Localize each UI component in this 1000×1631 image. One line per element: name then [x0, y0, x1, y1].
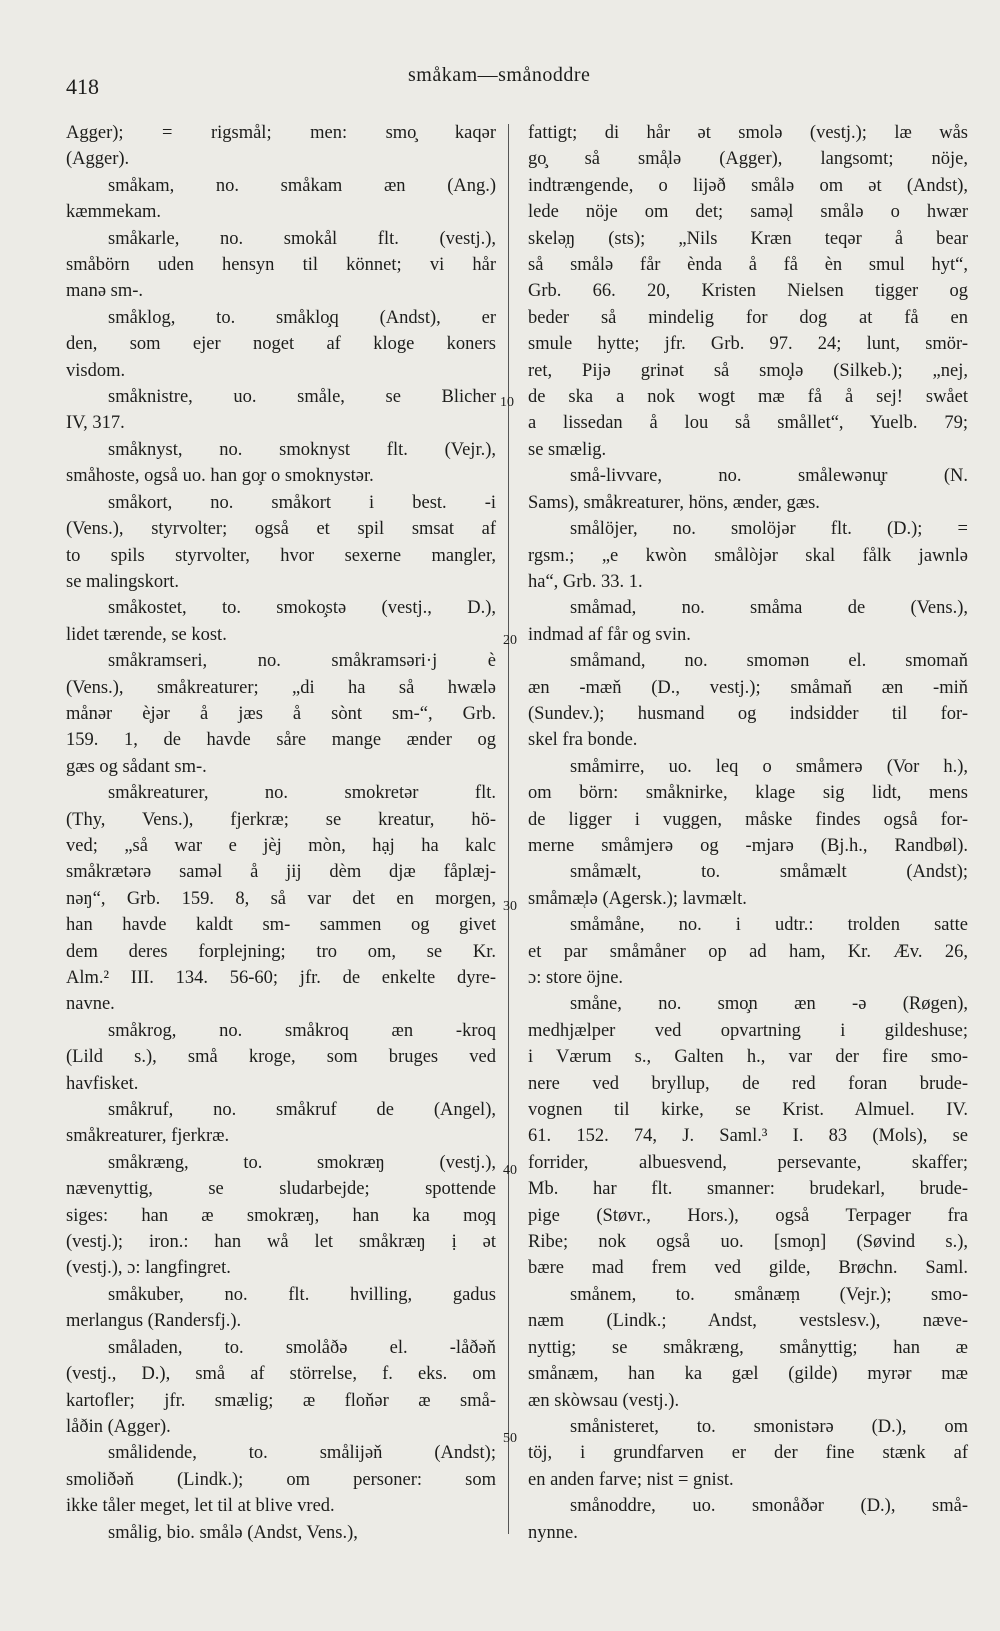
- text-line: (vestj., D.), små af störrelse, f. eks. om: [66, 1364, 496, 1385]
- text-line: indmad af får og svin.: [528, 624, 691, 645]
- text-line: smånem, to. smånæṃ (Vejr.); smo-: [570, 1284, 968, 1305]
- text-line: töj, i grundfarven er der fine stænk af: [528, 1443, 968, 1464]
- text-line: småklog, to. småklo̧q (Andst), er: [108, 307, 496, 328]
- text-line: Ribe; nok også uo. [smo̧n] (Søvind s.),: [528, 1232, 968, 1253]
- text-line: ɔ: store öjne.: [528, 968, 624, 988]
- text-line: merlangus (Randersfj.).: [66, 1311, 242, 1332]
- text-line: næm (Lindk.; Andst, vestslesv.), næve-: [528, 1311, 968, 1332]
- text-line: gæs og sådant sm-.: [66, 756, 207, 777]
- text-line: havfisket.: [66, 1073, 139, 1094]
- text-line: månər è̜jər å jæs å sònt sm-“, Grb.: [66, 703, 496, 724]
- text-line: a lissedan å lou så smållet“, Yuelb. 79;: [528, 413, 968, 434]
- text-line: (Thy, Vens.), fjerkræ; se kreatur, hö-: [66, 809, 496, 830]
- text-line: et par småmåner op ad ham, Kr. Æv. 26,: [528, 941, 968, 962]
- text-line: æn skòwsau (vestj.).: [528, 1390, 680, 1411]
- text-line: småkrog, no. småkroq æn -kroq: [108, 1020, 496, 1041]
- text-line: nævenyttig, se sludarbejde; spottende: [66, 1179, 496, 1200]
- text-line: visdom.: [66, 360, 126, 381]
- right-column: [528, 120, 968, 1546]
- text-line: de ska a nok wogt mæ få å sej! swået: [528, 387, 968, 408]
- text-line: Agger); = rigsmål; men: smo̧ kaqər: [66, 123, 496, 143]
- text-line: småkort, no. småkort i best. -i: [108, 492, 496, 513]
- text-line: småmælt, to. småmælt (Andst);: [570, 862, 968, 883]
- left-column: [66, 120, 496, 1546]
- text-line: skel fra bonde.: [528, 730, 638, 751]
- text-line: småne, no. smo̧n æn -ə (Røgen),: [570, 994, 968, 1015]
- line-number: 40: [503, 1163, 517, 1178]
- text-line: skelə̜ŋ (sts); „Nils Kræn teqər å bear: [528, 228, 968, 249]
- text-line: (Vens.), styrvolter; også et spil smsat af: [66, 519, 496, 540]
- text-line: (vestj.); iron.: han wå let småkræŋ ị ət: [66, 1232, 496, 1253]
- text-line: medhjælper ved opvartning i gildeshuse;: [528, 1020, 968, 1041]
- text-line: småkræng, to. smokræŋ (vestj.),: [108, 1152, 496, 1173]
- text-line: småmirre, uo. leq o småmerə (Vor h.),: [570, 756, 968, 777]
- text-line: ved; „så war e jè̜j mòn, hạj ha kalc: [66, 835, 496, 856]
- line-number: 30: [503, 899, 517, 914]
- text-line: småbörn uden hensyn til könnet; vi hår: [66, 255, 496, 276]
- text-line: småkrætərə saməl å jij dèm djæ fåplæj-: [66, 862, 496, 883]
- text-line: småhoste, også uo. han go̧r o smoknystər.: [66, 466, 374, 487]
- text-line: rgsm.; „e kwòn smålòjər skal fålk jawnlə: [528, 545, 968, 566]
- text-line: 159. 1, de havde såre mange ænder og: [66, 730, 496, 751]
- text-line: smålöjer, no. smolöjər flt. (D.); =: [570, 519, 968, 540]
- text-line: go̧ så små̜lə (Agger), langsomt; nöje,: [528, 149, 968, 170]
- text-line: bære mad frem ved gilde, Brøchn. Saml.: [528, 1258, 968, 1279]
- text-line: siges: han æ smokræŋ, han ka mo̧q: [66, 1205, 496, 1226]
- text-line: se smælig.: [528, 439, 607, 460]
- text-line: se malingskort.: [66, 571, 180, 592]
- text-line: (Agger).: [66, 149, 130, 170]
- text-line: IV, 317.: [66, 413, 125, 434]
- text-line: smålidende, to. smålijəň (Andst);: [108, 1443, 496, 1464]
- text-line: lidet tærende, se kost.: [66, 624, 227, 645]
- text-line: (Vens.), småkreaturer; „di ha så hwælə: [66, 677, 496, 698]
- text-line: småkarle, no. smokål flt. (vestj.),: [108, 228, 496, 249]
- text-line: smånisteret, to. smonistərə (D.), om: [570, 1416, 968, 1437]
- text-line: indtrængende, o lijəð smålə om ət (Andst),: [528, 175, 968, 196]
- text-line: pige (Støvr., Hors.), også Terpager fra: [528, 1205, 968, 1226]
- text-line: småknyst, no. smoknyst flt. (Vejr.),: [108, 439, 496, 460]
- text-line: smålig, bio. smålə (Andst, Vens.),: [108, 1522, 358, 1543]
- line-number: 20: [503, 633, 517, 648]
- page-number: 418: [66, 74, 99, 99]
- text-line: ikke tåler meget, let til at blive vred.: [66, 1496, 335, 1517]
- text-line: smule hytte; jfr. Grb. 97. 24; lunt, smör-: [528, 334, 968, 355]
- text-line: en anden farve; nist = gnist.: [528, 1469, 734, 1490]
- text-line: småkreaturer, no. smokretər flt.: [108, 783, 496, 804]
- text-line: to spils styrvolter, hvor sexerne mangler,: [66, 545, 496, 566]
- text-line: 61. 152. 74, J. Saml.³ I. 83 (Mols), se: [528, 1126, 968, 1147]
- text-line: smoliðəň (Lindk.); om personer: som: [66, 1469, 496, 1490]
- text-line: dem deres forplejning; tro om, se Kr.: [66, 941, 496, 962]
- text-line: småkramseri, no. småkramsəri·j è: [108, 651, 496, 672]
- text-line: småmad, no. småma de (Vens.),: [570, 598, 968, 619]
- text-line: småkruf, no. småkruf de (Angel),: [108, 1100, 496, 1121]
- text-line: han havde kaldt sm- sammen og givet: [66, 915, 496, 936]
- text-line: lede nöje om det; samə̜l smålə o hwær: [528, 202, 968, 223]
- text-line: småknistre, uo. småle, se Blicher: [108, 387, 496, 408]
- text-line: om börn: småknirke, klage sig lidt, mens: [528, 783, 968, 804]
- text-line: fattigt; di hår ət smolə (vestj.); læ wås: [528, 123, 968, 143]
- text-line: (Lild s.), små kroge, som bruges ved: [66, 1047, 496, 1068]
- text-line: Mb. har flt. smanner: brudekarl, brude-: [528, 1179, 968, 1200]
- text-line: små-livvare, no. smålewənu̧r (N.: [570, 466, 968, 487]
- text-line: (vestj.), ɔ: langfingret.: [66, 1258, 231, 1279]
- text-line: merne småmjerə og -mjarə (Bj.h., Randbøl).: [528, 835, 968, 856]
- text-line: småladen, to. smolåðə el. -låðəň: [108, 1337, 496, 1358]
- text-line: manə sm-.: [66, 281, 144, 302]
- line-number: 10: [500, 395, 514, 410]
- text-line: småmand, no. smomən el. smomaň: [570, 651, 968, 672]
- running-head: småkam—smånoddre: [408, 64, 591, 86]
- text-line: smånoddre, uo. smonåðər (D.), små-: [570, 1496, 968, 1517]
- text-line: låðin (Agger).: [66, 1416, 171, 1437]
- text-line: nynne.: [528, 1522, 578, 1543]
- text-line: Grb. 66. 20, Kristen Nielsen tigger og: [528, 281, 968, 302]
- text-line: så smålə får ènda å få èn smul hyt“,: [528, 255, 968, 276]
- text-line: nyttig; se småkræng, smånyttig; han æ: [528, 1337, 968, 1358]
- text-line: småkam, no. småkam æn (Ang.): [108, 175, 496, 196]
- text-line: vognen til kirke, se Krist. Almuel. IV.: [528, 1100, 968, 1121]
- text-line: småmæ̜lə (Agersk.); lavmælt.: [528, 888, 747, 909]
- text-line: smånæm, han ka gæl (gilde) myrər mæ: [528, 1364, 968, 1385]
- text-line: småkuber, no. flt. hvilling, gadus: [108, 1284, 496, 1305]
- text-line: i Værum s., Galten h., var der fire smo-: [528, 1047, 968, 1068]
- text-line: forrider, albuesvend, persevante, skaffer;: [528, 1152, 968, 1173]
- text-line: den, som ejer noget af kloge koners: [66, 334, 496, 355]
- column-divider: [508, 124, 509, 1534]
- text-line: Alm.² III. 134. 56-60; jfr. de enkelte dyre-: [66, 968, 496, 988]
- text-line: navne.: [66, 994, 115, 1015]
- text-line: æn -mæň (D., vestj.); småmaň æn -miň: [528, 677, 968, 698]
- text-line: Sams), småkreaturer, höns, ænder, gæs.: [528, 492, 820, 513]
- text-line: nere ved bryllup, de red foran brude-: [528, 1073, 968, 1094]
- text-line: de ligger i vuggen, måske findes også for-: [528, 809, 968, 830]
- text-line: beder så mindelig for dog at få en: [528, 307, 968, 328]
- text-line: småkostet, to. smoko̧stə (vestj., D.),: [108, 598, 496, 619]
- line-number: 50: [503, 1431, 517, 1446]
- text-line: ha“, Grb. 33. 1.: [528, 571, 643, 592]
- text-line: kartofler; jfr. smælig; æ floňər æ små-: [66, 1390, 496, 1411]
- text-line: (Sundev.); husmand og indsidder til for-: [528, 703, 968, 724]
- text-line: ret, Pijə grinət så smo̧lə (Silkeb.); „nej,: [528, 360, 968, 381]
- text-line: nəŋ“, Grb. 159. 8, så var det en morgen,: [66, 888, 496, 909]
- text-line: småmåne, no. i udtr.: trolden satte: [570, 915, 968, 936]
- text-line: kæmmekam.: [66, 202, 162, 223]
- text-line: småkreaturer, fjerkræ.: [66, 1126, 230, 1147]
